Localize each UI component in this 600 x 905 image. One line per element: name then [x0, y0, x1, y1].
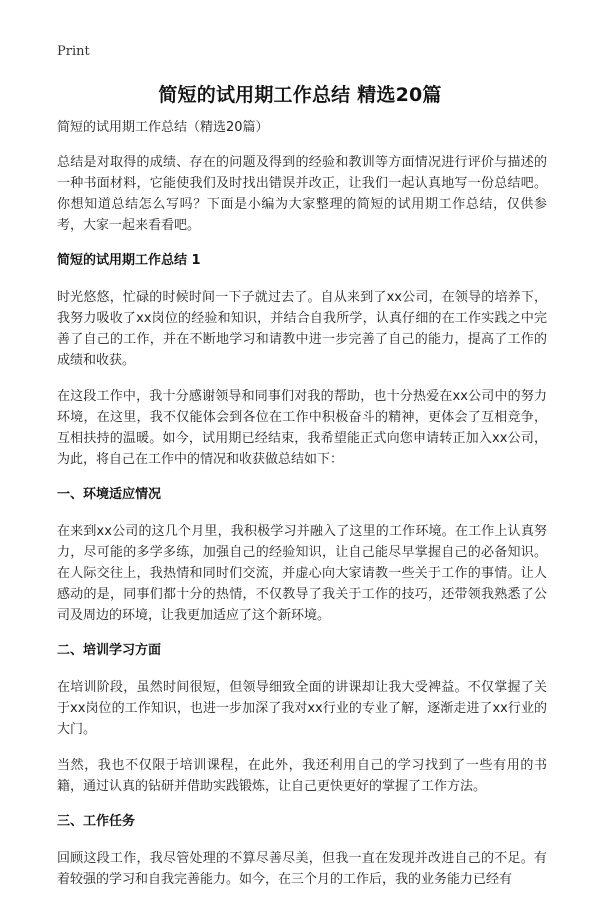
- heading-tasks: 三、工作任务: [57, 814, 136, 829]
- training-paragraph-1: 在培训阶段，虽然时间很短，但领导细致全面的讲课却让我大受裨益。不仅掌握了关于xx岗位的工作知识，也进一步加深了我对xx行业的专业了解，逐渐走进了xx行业的大门。: [57, 680, 547, 737]
- heading-training: 二、培训学习方面: [57, 643, 162, 658]
- section-heading-1: 简短的试用期工作总结 1: [57, 253, 201, 268]
- heading-environment: 一、环境适应情况: [57, 487, 162, 502]
- environment-paragraph: 在来到xx公司的这几个月里，我积极学习并融入了这里的工作环境。在工作上认真努力，尽可能的多学多练，加强自己的经验知识，让自己能尽早掌握自己的必备知识。在人际交往上，我热情和同时们交流，并虚心向大家请教一些关于工作的事情。让人感动的是，同事们都十分的热情，不仅教导了我关于工作的技巧，还带领我熟悉了公司及周边的环境，让我更加适应了这个新环境。: [57, 524, 547, 623]
- document-body: [57, 118, 547, 905]
- tasks-paragraph: 回顾这段工作，我尽管处理的不算尽善尽美，但我一直在发现并改进自己的不足。有着较强的学习和自我完善能力。如今，在三个月的工作后，我的业务能力已经有: [57, 851, 547, 887]
- print-label[interactable]: Print: [57, 44, 90, 59]
- training-paragraph-2: 当然，我也不仅限于培训课程，在此外，我还利用自己的学习找到了一些有用的书籍，通过认真的钻研并借助实践锻炼，让自己更快更好的掌握了工作方法。: [57, 758, 547, 794]
- document-title: 简短的试用期工作总结 精选20篇: [158, 84, 442, 106]
- intro-paragraph: 总结是对取得的成绩、存在的问题及得到的经验和教训等方面情况进行评价与描述的一种书面材料，它能使我们及时找出错误并改正，让我们一起认真地写一份总结吧。你想知道总结怎么写吗？下面是小编为大家整理的简短的试用期工作总结，仅供参考，大家一起来看看吧。: [57, 155, 547, 233]
- section1-paragraph-2: 在这段工作中，我十分感谢领导和同事们对我的帮助，也十分热爱在xx公司中的努力环境，在这里，我不仅能体会到各位在工作中积极奋斗的精神，更体会了互相竞争，互相扶持的温暖。如今，试用期已经结束，我希望能正式向您申请转正加入xx公司，为此，将自己在工作中的情况和收获做总结如下：: [57, 389, 547, 467]
- section1-paragraph-1: 时光悠悠，忙碌的时候时间一下子就过去了。自从来到了xx公司，在领导的培养下，我努力吸收了xx岗位的经验和知识，并结合自我所学，认真仔细的在工作实践之中完善了自己的工作，并在不断地学习和请教中进一步完善了自己的能力，提高了工作的成绩和收获。: [57, 290, 547, 368]
- document-subtitle: 简短的试用期工作总结（精选20篇）: [57, 120, 269, 135]
